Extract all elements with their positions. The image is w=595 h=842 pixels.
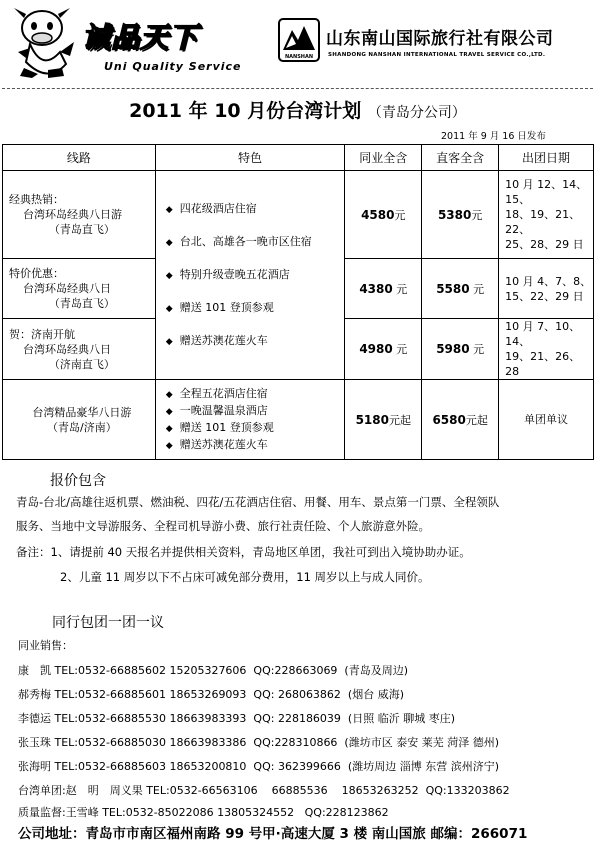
dates-cell: 10 月 4、7、8、 15、22、29 日 [499,259,594,319]
peer-price-cell: 4380 元 [345,259,422,319]
route-line: 经典热销： [9,193,64,206]
contact-line: 台湾单团:赵 明 周义果 TEL:0532-66563106 66885536 18653263252 QQ:133203862 [18,784,510,797]
features-cell [155,380,345,460]
route-line: （济南直飞） [48,357,115,371]
feature-item: ◆ 台北、高雄各一晚市区住宿 [166,226,345,259]
diamond-bullet-icon: ◆ [165,204,173,215]
feature-item: ◆ 四花级酒店住宿 [166,193,345,226]
direct-price-cell: 6580元起 [422,380,499,460]
tour-plan-table [2,144,594,460]
route-line: 台湾环岛经典八日 [23,342,111,356]
title-main: 2011 年 10 月份台湾计划 [129,100,362,122]
direct-price-cell: 5380元 [422,171,499,259]
diamond-bullet-icon: ◆ [165,406,173,417]
feature-item: ◆ 一晚温馨温泉酒店 [166,403,345,420]
features-cell [155,171,345,380]
route-cell [3,380,156,460]
diamond-bullet-icon: ◆ [165,440,173,451]
header-direct-price: 直客全含 [422,145,499,171]
route-cell [3,171,156,259]
diamond-bullet-icon: ◆ [165,389,173,400]
dates-cell: 10 月 7、10、14、 19、21、26、28 [499,319,594,380]
page-title [0,96,595,123]
header-route: 线路 [3,145,156,171]
table-row [3,171,594,259]
dates-cell: 单团单议 [499,380,594,460]
note-line: 备注：1、请提前 40 天报名并提供相关资料，青岛地区单团，我社可到出入境协助办证。 [16,545,471,559]
publish-date: 2011 年 9 月 16 日发布 [441,131,546,142]
title-sub: （青岛分公司） [367,105,466,121]
route-cell [3,259,156,319]
contact-line: 康 凯 TEL:0532-66885602 15205327606 QQ:228663069 (青岛及周边) [18,664,409,677]
company-address: 公司地址：青岛市市南区福州南路 99 号甲·高速大厦 3 楼 南山国旅 邮编：266071 [18,826,528,842]
feature-item: ◆ 特别升级壹晚五花酒店 [166,259,345,292]
dates-cell: 10 月 12、14、15、 18、19、21、22、 25、28、29 日 [499,171,594,259]
route-line: （青岛/济南） [46,420,117,434]
direct-price-cell: 5580 元 [422,259,499,319]
note-line: 2、儿童 11 周岁以下不占床可减免部分费用，11 周岁以上与成人同价。 [60,570,430,584]
table-header-row [3,145,594,171]
peer-price-cell: 4580元 [345,171,422,259]
table-row [3,380,594,460]
brand-slogan: Uni Quality Service [104,60,242,73]
header-features: 特色 [155,145,345,171]
header-divider [2,88,593,89]
route-line: 贺：济南开航 [9,327,75,341]
diamond-bullet-icon: ◆ [165,270,173,281]
peer-price-cell: 4980 元 [345,319,422,380]
sales-label: 同业销售： [18,639,73,652]
feature-item: ◆ 全程五花酒店住宿 [166,386,345,403]
contact-line: 质量监督:王雪峰 TEL:0532-85022086 13805324552 QQ:228123862 [18,806,389,819]
diamond-bullet-icon: ◆ [165,237,173,248]
includes-line: 服务、当地中文导游服务、全程司机导游小费、旅行社责任险、个人旅游意外险。 [16,519,430,533]
contact-line: 张海明 TEL:0532-66885603 18653200810 QQ: 362399666 (潍坊周边 淄博 东营 滨州济宁) [18,760,499,773]
contacts-heading: 同行包团一团一议 [52,615,164,631]
route-line: 台湾环岛经典八日 [23,282,111,295]
includes-heading: 报价包含 [50,473,106,489]
feature-item: ◆ 赠送苏澳花莲火车 [166,325,345,358]
cow-mascot-icon [4,2,84,80]
feature-item: ◆ 赠送 101 登顶参观 [166,292,345,325]
company-name-cn: 山东南山国际旅行社有限公司 [326,29,554,49]
company-logo [278,18,590,68]
emblem-text: NANSHAN [284,54,314,60]
feature-item: ◆ 赠送 101 登顶参观 [166,420,345,437]
header-peer-price: 同业全含 [345,145,422,171]
diamond-bullet-icon: ◆ [165,303,173,314]
contact-line: 郝秀梅 TEL:0532-66885601 18653269093 QQ: 268063862 (烟台 威海) [18,688,405,701]
route-line: 特价优惠： [9,267,64,280]
includes-line: 青岛-台北/高雄往返机票、燃油税、四花/五花酒店住宿、用餐、用车、景点第一门票、全程领队 [16,495,500,509]
diamond-bullet-icon: ◆ [165,336,173,347]
header [0,0,595,86]
company-name-en: SHANDONG NANSHAN INTERNATIONAL TRAVEL SERVICE CO.,LTD. [328,52,546,58]
route-line: 台湾精品豪华八日游 [32,405,132,419]
brand-logo [4,2,254,80]
header-departure-dates: 出团日期 [499,145,594,171]
diamond-bullet-icon: ◆ [165,423,173,434]
route-cell [3,319,156,380]
contact-line: 李德运 TEL:0532-66885530 18663983393 QQ: 228186039 (日照 临沂 聊城 枣庄) [18,712,455,725]
peer-price-cell: 5180元起 [345,380,422,460]
direct-price-cell: 5980 元 [422,319,499,380]
contact-line: 张玉珠 TEL:0532-66885030 18663983386 QQ:228310866 (潍坊市区 泰安 莱芜 菏泽 德州) [18,736,499,749]
brand-name-cn: 诚品天下 [82,21,199,54]
route-line: 台湾环岛经典八日游 [23,208,122,221]
route-line: （青岛直飞） [48,223,115,236]
route-line: （青岛直飞） [48,297,115,310]
feature-item: ◆ 赠送苏澳花莲火车 [166,437,345,454]
nanshan-emblem-icon [278,18,320,62]
